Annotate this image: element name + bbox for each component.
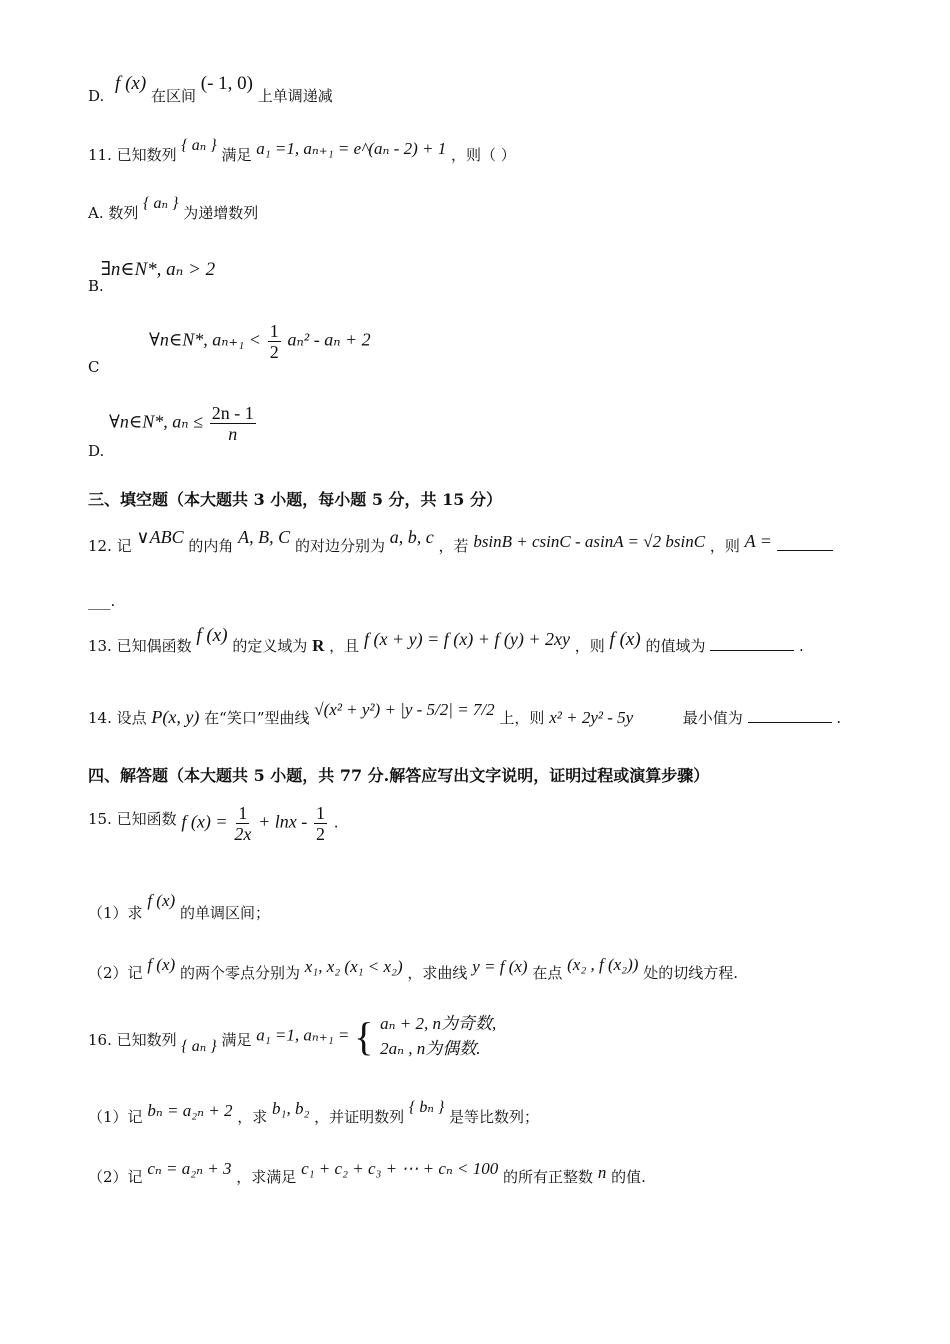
fraction (314, 804, 327, 843)
math-expr: + lnx - (258, 811, 308, 832)
text: ，求满足 (236, 1168, 297, 1186)
text: 的所有正整数 (503, 1168, 594, 1186)
math-expr-right: aₙ² - aₙ + 2 (287, 329, 371, 350)
text: . (333, 813, 339, 832)
fraction-numerator: 1 (269, 321, 279, 341)
text: 最小值为 (682, 709, 743, 727)
math-expr: { aₙ } (181, 1037, 217, 1055)
answer-blank (710, 650, 794, 651)
fraction-numerator: 1 (316, 803, 326, 823)
q10-option-d (88, 73, 333, 105)
fraction (210, 404, 256, 443)
answer-blank (748, 722, 832, 723)
math-expr: (- 1, 0) (200, 73, 253, 94)
text: 上，则 (499, 709, 545, 727)
case-even: 2aₙ , n为偶数. (380, 1038, 481, 1058)
math-expr: A, B, C (238, 527, 291, 547)
q15-stem (88, 804, 339, 843)
text: 满足 (221, 1030, 252, 1049)
text: 满足 (221, 146, 252, 164)
math-expr-left: ∀n∈N*, aₙ ≤ (109, 411, 203, 432)
q11-option-a (88, 195, 259, 222)
text: 上单调递减 (257, 87, 333, 105)
math-expr: ∨ABC (136, 527, 184, 547)
q16-part-2 (88, 1159, 646, 1186)
case-odd: aₙ + 2, n为奇数, (380, 1014, 497, 1033)
math-expr: P(x, y) (151, 707, 200, 727)
q15-part-2 (88, 955, 738, 982)
math-expr: x² + 2y² - 5y (549, 708, 634, 727)
question-number: 12. 记 (88, 537, 132, 555)
fraction (234, 804, 251, 843)
q11-option-d (88, 403, 258, 460)
math-expr: y = f (x) (472, 957, 528, 976)
question-number: 13. 已知偶函数 (88, 637, 192, 655)
math-expr: f (x) (115, 73, 147, 94)
math-expr: n (597, 1163, 607, 1182)
math-expr: f (x) (609, 629, 641, 650)
question-number: 16. 已知数列 (88, 1030, 177, 1049)
math-expr: { aₙ } (143, 195, 179, 212)
text: 的内角 (188, 537, 234, 555)
math-expr: c₁ + c₂ + c₃ + ⋯ + cₙ < 100 (301, 1159, 499, 1178)
q13 (88, 625, 804, 655)
part-label: （2）记 (88, 1168, 143, 1186)
option-label: B. (88, 277, 104, 295)
option-label: D. (88, 441, 105, 460)
q16-stem (88, 1012, 496, 1061)
text: ，若 (438, 537, 469, 555)
option-label: D. (88, 87, 105, 105)
answer-blank (777, 550, 833, 551)
fraction-denominator: 2x (234, 824, 252, 844)
q11-option-c (88, 321, 371, 376)
text: ，则（ ） (451, 146, 516, 164)
fraction-numerator: 1 (238, 803, 248, 823)
text: 的值. (611, 1168, 646, 1186)
text: ，并证明数列 (314, 1108, 405, 1126)
math-expr: f (x) = (181, 811, 228, 832)
text: 的值域为 (645, 637, 706, 655)
math-expr: √(x² + y²) + |y - 5/2| = 7/2 (314, 700, 495, 719)
math-expr: f (x + y) = f (x) + f (y) + 2xy (363, 629, 570, 649)
math-expr: ∃n∈N*, aₙ > 2 (100, 259, 216, 280)
math-expr: { aₙ } (181, 137, 217, 154)
math-expr: a, b, c (389, 527, 434, 547)
text: . (799, 637, 804, 655)
q12-continuation: ___. (88, 592, 116, 610)
q16-part-1 (88, 1099, 540, 1126)
text: 为递增数列 (183, 204, 259, 222)
math-expr: x₁, x₂ (x₁ < x₂) (304, 957, 403, 976)
fraction-numerator: 2n - 1 (211, 403, 254, 423)
q11-stem (88, 137, 516, 164)
math-expr: cₙ = a₂ₙ + 3 (147, 1159, 232, 1178)
text: ，求曲线 (407, 964, 468, 982)
question-number: 15. 已知函数 (88, 809, 177, 828)
text: ，则 (709, 537, 740, 555)
math-expr: f (x) (147, 955, 176, 974)
piecewise-cases (380, 1012, 496, 1061)
math-expr: a₁ =1, aₙ₊₁ = e^(aₙ - 2) + 1 (256, 139, 447, 158)
part-label: （1）求 (88, 904, 143, 922)
q11-option-b (88, 259, 216, 295)
text: 的对边分别为 (294, 537, 385, 555)
math-expr: bₙ = a₂ₙ + 2 (147, 1101, 233, 1120)
math-expr: A = (744, 531, 772, 551)
left-brace-icon: { (354, 1013, 374, 1059)
text: ，求 (237, 1108, 268, 1126)
q14 (88, 700, 842, 727)
option-label: A. 数列 (88, 204, 139, 222)
math-expr: (x₂ , f (x₂)) (567, 955, 639, 974)
question-number: 14. 设点 (88, 709, 147, 727)
fraction-denominator: 2 (269, 342, 279, 362)
math-expr: { bₙ } (408, 1099, 445, 1116)
math-expr-left: ∀n∈N*, aₙ₊₁ < (149, 329, 261, 350)
text: 的单调区间； (179, 904, 270, 922)
text: 处的切线方程. (643, 964, 738, 982)
text: ，则 (574, 637, 605, 655)
math-expr: bsinB + csinC - asinA = √2 bsinC (473, 532, 706, 551)
text: ，且 (329, 637, 360, 655)
text: 在点 (532, 964, 563, 982)
text: 在区间 (150, 87, 196, 105)
question-number: 11. 已知数列 (88, 146, 177, 164)
math-expr: f (x) (196, 625, 228, 646)
math-expr: R (312, 636, 325, 655)
fraction (268, 322, 281, 361)
section-3-heading: 三、填空题（本大题共 3 小题，每小题 5 分，共 15 分） (88, 490, 502, 509)
q15-part-1 (88, 891, 270, 922)
q12 (88, 527, 833, 555)
text: 的两个零点分别为 (179, 964, 300, 982)
math-expr: b₁, b₂ (272, 1099, 310, 1118)
text: 的定义域为 (232, 637, 308, 655)
math-expr: f (x) (147, 891, 176, 910)
text: . (836, 709, 842, 727)
fraction-denominator: 2 (316, 824, 326, 844)
part-label: （2）记 (88, 964, 143, 982)
part-label: （1）记 (88, 1108, 143, 1126)
option-label: C (88, 357, 100, 376)
math-expr: a₁ =1, aₙ₊₁ = (256, 1025, 350, 1045)
text: 在“笑口”型曲线 (204, 709, 310, 727)
text: 是等比数列； (449, 1108, 540, 1126)
section-4-heading: 四、解答题（本大题共 5 小题，共 77 分.解答应写出文字说明，证明过程或演算步骤） (88, 766, 710, 785)
fraction-denominator: n (228, 424, 238, 444)
